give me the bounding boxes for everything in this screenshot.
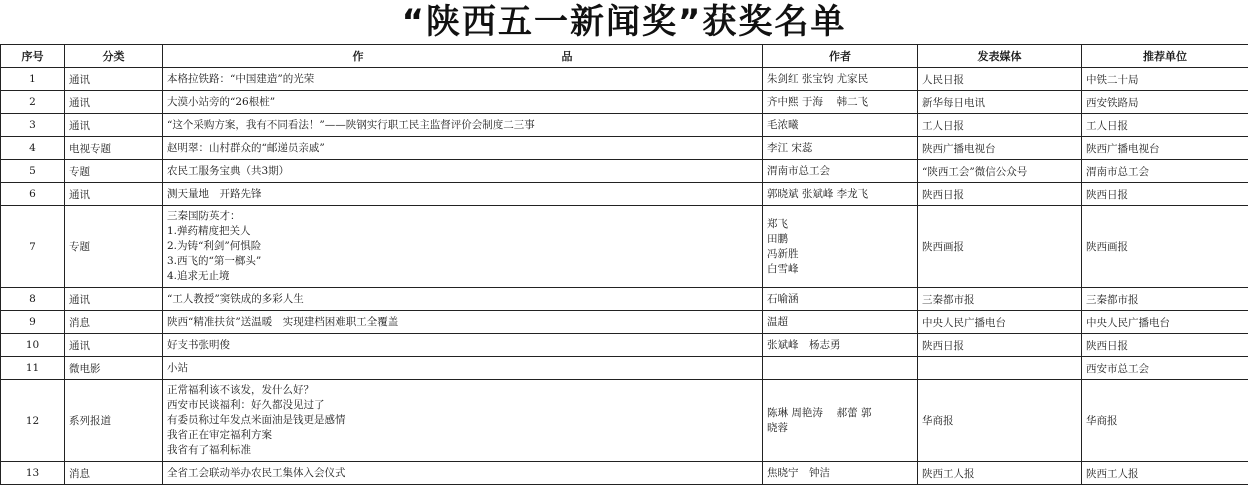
cell-no: 8 (1, 288, 65, 311)
cell-author-line: 朱剑红 张宝钧 尤家民 (767, 72, 869, 85)
cell-work (163, 288, 763, 311)
cell-media: 人民日报 (918, 68, 1082, 91)
cell-category: 消息 (65, 311, 163, 334)
cell-work-line: 正常福利该不该发，发什么好？ (167, 384, 314, 396)
cell-work (163, 183, 763, 206)
cell-no: 2 (1, 91, 65, 114)
table-row (1, 288, 1248, 311)
cell-media (918, 357, 1082, 380)
cell-work (163, 357, 763, 380)
cell-work-line: 陕西“精准扶贫”送温暖 实现建档困难职工全覆盖 (167, 315, 399, 328)
cell-author-line: 焦晓宁 钟洁 (767, 466, 830, 479)
cell-work-line: 赵明翠：山村群众的“邮递员亲戚” (167, 141, 325, 154)
cell-no: 1 (1, 68, 65, 91)
cell-author-line: 李江 宋蕊 (767, 141, 813, 154)
cell-author-line: 陈琳 周艳涛 郝蕾 郭 (767, 406, 872, 419)
table-row (1, 334, 1248, 357)
cell-work-line: 全省工会联动举办农民工集体入会仪式 (167, 466, 346, 479)
header-media: 发表媒体 (918, 45, 1082, 68)
cell-unit: 中铁二十局 (1082, 68, 1248, 91)
cell-category: 通讯 (65, 68, 163, 91)
table-row (1, 137, 1248, 160)
header-unit: 推荐单位 (1082, 45, 1248, 68)
cell-work (163, 334, 763, 357)
cell-category: 通讯 (65, 114, 163, 137)
cell-media: 陕西日报 (918, 334, 1082, 357)
cell-author-line: 晓蓉 (767, 421, 788, 434)
cell-author (763, 91, 918, 114)
cell-author (763, 334, 918, 357)
cell-author-line: 郑飞 (767, 217, 788, 230)
cell-media: 华商报 (918, 380, 1082, 462)
cell-author (763, 206, 918, 288)
cell-category: 微电影 (65, 357, 163, 380)
cell-no: 9 (1, 311, 65, 334)
cell-no: 5 (1, 160, 65, 183)
cell-work (163, 114, 763, 137)
header-no: 序号 (1, 45, 65, 68)
cell-media: 陕西画报 (918, 206, 1082, 288)
cell-category: 专题 (65, 206, 163, 288)
cell-author (763, 183, 918, 206)
cell-work-line: 我省有了福利标准 (167, 444, 251, 456)
cell-category: 系列报道 (65, 380, 163, 462)
cell-no: 6 (1, 183, 65, 206)
cell-work-line: 1.弹药精度把关人 (167, 225, 251, 237)
cell-media: 三秦都市报 (918, 288, 1082, 311)
award-table (0, 44, 1248, 485)
cell-no: 12 (1, 380, 65, 462)
header-author: 作者 (763, 45, 918, 68)
cell-work (163, 68, 763, 91)
table-row (1, 357, 1248, 380)
cell-work-line: 农民工服务宝典（共3期） (167, 164, 290, 177)
cell-category: 通讯 (65, 91, 163, 114)
cell-author (763, 68, 918, 91)
cell-work-line: 4.追求无止境 (167, 270, 230, 282)
cell-work (163, 380, 763, 462)
cell-category: 消息 (65, 462, 163, 485)
cell-work (163, 160, 763, 183)
cell-media: 陕西广播电视台 (918, 137, 1082, 160)
cell-media: 新华每日电讯 (918, 91, 1082, 114)
cell-work-line: 小站 (167, 361, 188, 374)
cell-media: 陕西工人报 (918, 462, 1082, 485)
cell-category: 通讯 (65, 288, 163, 311)
table-row (1, 206, 1248, 288)
cell-work (163, 311, 763, 334)
cell-unit: 西安铁路局 (1082, 91, 1248, 114)
cell-author-line: 石喻涵 (767, 292, 799, 305)
cell-media: “陕西工会”微信公众号 (918, 160, 1082, 183)
cell-author-line: 郭晓斌 张斌峰 李龙飞 (767, 187, 869, 200)
cell-work-line: “这个采购方案，我有不同看法！”——陕钢实行职工民主监督评价会制度二三事 (167, 118, 535, 131)
cell-unit: 陕西日报 (1082, 334, 1248, 357)
cell-author (763, 137, 918, 160)
cell-category: 通讯 (65, 334, 163, 357)
cell-work (163, 91, 763, 114)
cell-author (763, 380, 918, 462)
table-row (1, 462, 1248, 485)
table-row (1, 311, 1248, 334)
cell-unit: 陕西日报 (1082, 183, 1248, 206)
cell-work-line: 有委员称过年发点米面油是钱更是感情 (167, 414, 346, 426)
cell-category: 电视专题 (65, 137, 163, 160)
cell-work-line: 测天量地 开路先锋 (167, 187, 262, 200)
cell-work-line: 我省正在审定福利方案 (167, 429, 272, 441)
cell-author-line: 齐中熙 于海 韩二飞 (767, 95, 869, 108)
cell-author-line: 毛浓曦 (767, 118, 799, 131)
cell-author-line: 白雪峰 (767, 262, 799, 275)
cell-no: 7 (1, 206, 65, 288)
cell-category: 通讯 (65, 183, 163, 206)
cell-work (163, 206, 763, 288)
cell-unit: 工人日报 (1082, 114, 1248, 137)
table-row (1, 160, 1248, 183)
cell-work-line: 西安市民谈福利：好久都没见过了 (167, 399, 325, 411)
table-row (1, 91, 1248, 114)
cell-author (763, 288, 918, 311)
cell-author (763, 114, 918, 137)
page-title: “陕西五一新闻奖”获奖名单 (401, 2, 847, 42)
cell-no: 10 (1, 334, 65, 357)
cell-no: 11 (1, 357, 65, 380)
cell-media: 陕西日报 (918, 183, 1082, 206)
cell-work-line: 好支书张明俊 (167, 338, 230, 351)
cell-work-line: 三秦国防英才： (167, 210, 241, 222)
cell-author-line: 张斌峰 杨志勇 (767, 338, 841, 351)
cell-unit: 渭南市总工会 (1082, 160, 1248, 183)
cell-work-line: 2.为铸“利剑”何惧险 (167, 240, 262, 252)
cell-author (763, 311, 918, 334)
cell-media: 中央人民广播电台 (918, 311, 1082, 334)
cell-author-line: 冯新胜 (767, 247, 799, 260)
cell-author (763, 357, 918, 380)
cell-unit: 三秦都市报 (1082, 288, 1248, 311)
cell-work-line: 大漠小站旁的“26根桩” (167, 95, 276, 108)
cell-work (163, 137, 763, 160)
header-category: 分类 (65, 45, 163, 68)
cell-no: 13 (1, 462, 65, 485)
cell-author-line: 渭南市总工会 (767, 164, 830, 177)
table-body (1, 68, 1248, 485)
header-work: 作 品 (163, 45, 763, 68)
cell-work-line: “工人教授”窦铁成的多彩人生 (167, 292, 304, 305)
cell-media: 工人日报 (918, 114, 1082, 137)
cell-unit: 陕西工人报 (1082, 462, 1248, 485)
cell-author-line: 田鹏 (767, 232, 788, 245)
cell-unit: 华商报 (1082, 380, 1248, 462)
table-row (1, 183, 1248, 206)
cell-work (163, 462, 763, 485)
cell-author-line: 温超 (767, 315, 788, 328)
cell-unit: 陕西广播电视台 (1082, 137, 1248, 160)
table-row (1, 114, 1248, 137)
cell-category: 专题 (65, 160, 163, 183)
cell-no: 3 (1, 114, 65, 137)
cell-unit: 西安市总工会 (1082, 357, 1248, 380)
cell-no: 4 (1, 137, 65, 160)
cell-unit: 陕西画报 (1082, 206, 1248, 288)
cell-author (763, 160, 918, 183)
cell-work-line: 3.西飞的“第一榔头” (167, 255, 262, 267)
table-row (1, 68, 1248, 91)
cell-work-line: 本格拉铁路：“中国建造”的光荣 (167, 72, 315, 85)
cell-unit: 中央人民广播电台 (1082, 311, 1248, 334)
cell-author (763, 462, 918, 485)
table-row (1, 380, 1248, 462)
table-header-row (1, 45, 1248, 68)
